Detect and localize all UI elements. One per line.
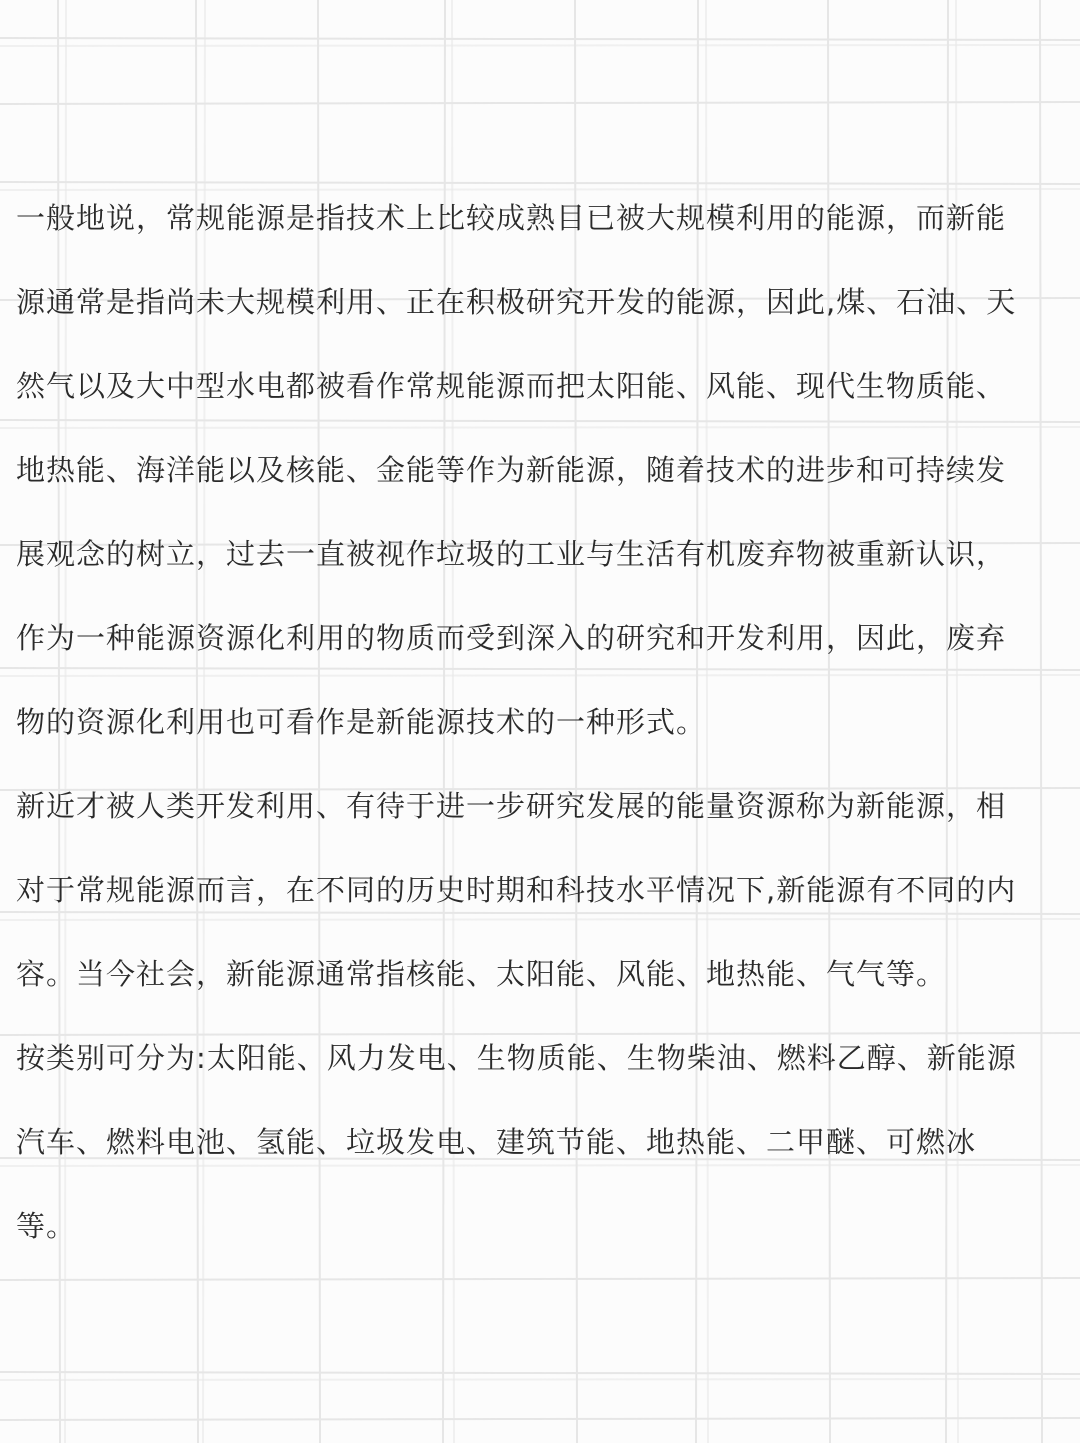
article-body: [16, 176, 1066, 1268]
paragraph-1-line-5: 展观念的树立，过去一直被视作垃圾的工业与生活有机废弃物被重新认识，: [16, 537, 1007, 571]
paragraph-3: [16, 1016, 1066, 1268]
paragraph-2-line-3: 容。当今社会，新能源通常指核能、太阳能、风能、地热能、气气等。: [16, 957, 947, 991]
paragraph-1: [16, 176, 1066, 764]
paragraph-1-line-4: 地热能、海洋能以及核能、金能等作为新能源，随着技术的进步和可持续发: [16, 453, 1007, 487]
paragraph-3-line-2: 汽车、燃料电池、氢能、垃圾发电、建筑节能、地热能、二甲醚、可燃冰: [16, 1125, 977, 1159]
paragraph-1-line-6: 作为一种能源资源化利用的物质而受到深入的研究和开发利用，因此，废弃: [16, 621, 1007, 655]
paragraph-1-line-7: 物的资源化利用也可看作是新能源技术的一种形式。: [16, 705, 707, 739]
paragraph-1-line-1: 一般地说，常规能源是指技术上比较成熟目已被大规模利用的能源，而新能: [16, 201, 1007, 235]
paragraph-1-line-3: 然气以及大中型水电都被看作常规能源而把太阳能、风能、现代生物质能、: [16, 369, 1007, 403]
paragraph-2: [16, 764, 1066, 1016]
paragraph-3-line-1: 按类别可分为:太阳能、风力发电、生物质能、生物柴油、燃料乙醇、新能源: [16, 1041, 1017, 1075]
paragraph-3-line-3: 等。: [16, 1209, 77, 1243]
paragraph-2-line-1: 新近才被人类开发利用、有待于进一步研究发展的能量资源称为新能源，相: [16, 789, 1007, 823]
paragraph-2-line-2: 对于常规能源而言，在不同的历史时期和科技水平情况下,新能源有不同的内: [16, 873, 1017, 907]
paragraph-1-line-2: 源通常是指尚未大规模利用、正在积极研究开发的能源，因此,煤、石油、天: [16, 285, 1017, 319]
